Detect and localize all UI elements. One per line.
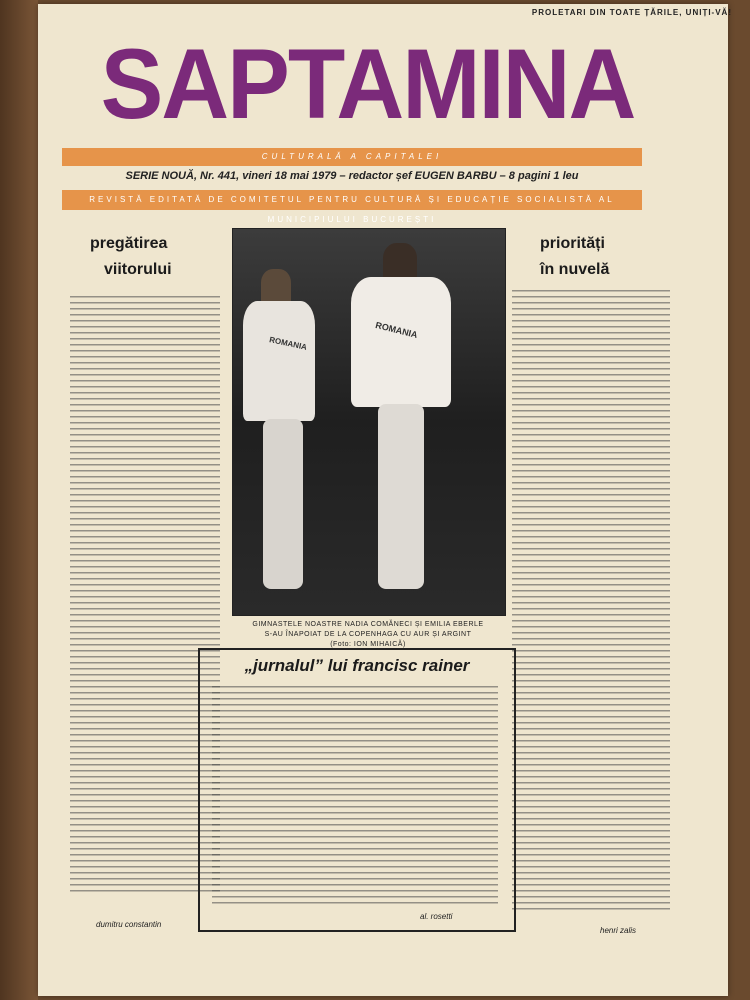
photo-caption-line1: GIMNASTELE NOASTRE NADIA COMĂNECI ȘI EMILIA EBERLE [252,621,484,628]
photo-credit: (Foto: ION MIHAICĂ) [330,641,406,648]
gymnast-jacket-left [243,301,315,421]
left-article-author: dumitru constantin [96,920,162,929]
motto-line: PROLETARI DIN TOATE ȚĂRILE, UNIȚI-VĂ! [531,8,732,17]
boxed-article-body [212,686,498,906]
gymnast-legs-left [263,419,303,589]
gymnasts-photo [232,228,506,616]
table-surface [0,0,38,1000]
publisher-band [62,190,642,224]
right-headline-line1: priorități [540,235,605,252]
photo-caption [232,620,504,650]
issue-line: SERIE NOUĂ, Nr. 441, vineri 18 mai 1979 – redactor șef EUGEN BARBU – 8 pagini 1 leu [125,170,579,182]
masthead-title: SAPTAMINA [100,27,635,140]
boxed-article [198,648,516,932]
masthead-subtitle: CULTURALĂ A CAPITALEI [261,152,443,161]
subtitle-band [62,148,642,166]
boxed-headline: „jurnalul” lui francisc rainer [244,656,470,675]
gymnast-head-left [261,269,291,303]
right-article-body [512,290,670,910]
gymnast-head-right [383,243,417,281]
gymnast-jacket-right [351,277,451,407]
shirt-lettering-right: ROMANIA [374,319,419,341]
publisher-line: REVISTĂ EDITATĂ DE COMITETUL PENTRU CULTURĂ ȘI EDUCAȚIE SOCIALISTĂ AL MUNICIPIULUI BUCUREȘTI [89,195,615,224]
left-headline-line1: pregătirea [90,235,168,252]
boxed-article-author: al. rosetti [420,912,453,921]
gymnast-legs-right [378,404,424,589]
photo-caption-line2: S-AU ÎNAPOIAT DE LA COPENHAGA CU AUR ȘI ARGINT [264,631,472,638]
shirt-lettering-left: ROMANIA [268,335,308,352]
left-headline-line2: viitorului [104,261,172,278]
right-headline-line2: în nuvelă [540,261,610,278]
right-article-author: henri zalis [600,926,637,935]
